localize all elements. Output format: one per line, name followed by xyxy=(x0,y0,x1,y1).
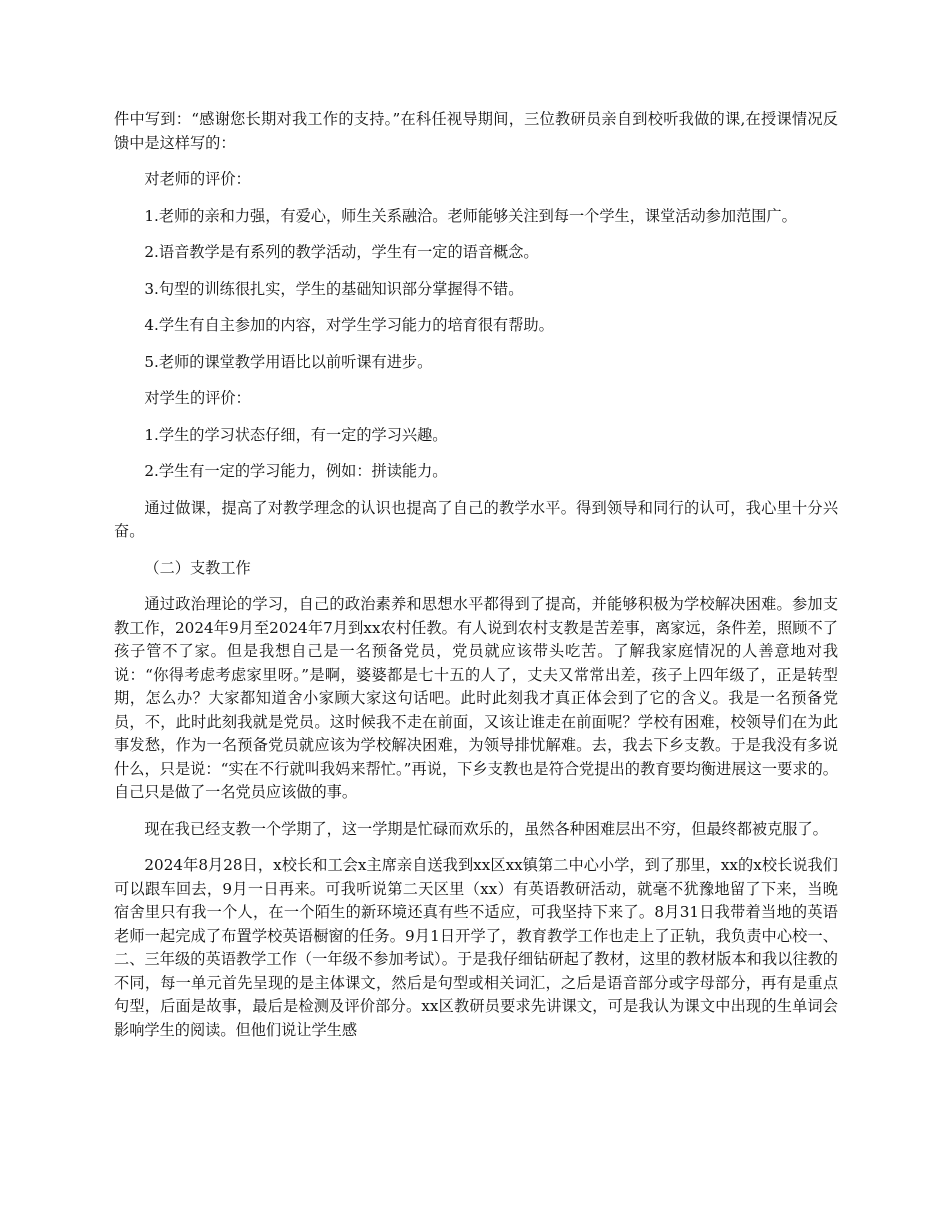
paragraph-summary: 通过做课，提高了对教学理念的认识也提高了自己的教学水平。得到领导和同行的认可，我心里十分兴奋。 xyxy=(114,498,838,540)
section-heading-support-teaching: （二）支教工作 xyxy=(144,558,251,577)
document-body xyxy=(114,108,838,1055)
paragraph-teacher-evaluation-heading: 对老师的评价： xyxy=(144,170,251,188)
paragraph-student-evaluation-heading: 对学生的评价： xyxy=(144,389,251,407)
paragraph-continuation: 件中写到：“感谢您长期对我工作的支持。”在科任视导期间，三位教研员亲自到校听我做的课,在授课情况反馈中是这样写的： xyxy=(114,110,838,152)
paragraph-teacher-eval-4: 4.学生有自主参加的内容，对学生学习能力的培育很有帮助。 xyxy=(144,316,554,334)
paragraph-semester: 现在我已经支教一个学期了，这一学期是忙碌而欢乐的，虽然各种困难层出不穷，但最终都被克服了。 xyxy=(144,819,828,838)
paragraph-arrival: 2024年8月28日，x校长和工会x主席亲自送我到xx区xx镇第二中心小学，到了那里，xx的x校长说我们可以跟车回去，9月一日再来。可我听说第二天区里（xx）有英语教研活动，就毫不犹豫地留了下来，当晚宿舍里只有我一个人，在一个陌生的新环境还真有些不适应，可我坚持下来了。8月31日我带着当地的英语老师一起完成了布置学校英语橱窗的任务。9月1日开学了，教育教学工作也走上了正轨，我负责中心校一、二、三年级的英语教学工作（一年级不参加考试）。于是我仔细钻研起了教材，这里的教材版本和我以往教的不同，每一单元首先呈现的是主体课文，然后是句型或相关词汇，之后是语音部分或字母部分，再有是重点句型，后面是故事，最后是检测及评价部分。xx区教研员要求先讲课文，可是我认为课文中出现的生单词会影响学生的阅读。但他们说让学生感 xyxy=(114,856,838,1039)
paragraph-teacher-eval-3: 3.句型的训练很扎实，学生的基础知识部分掌握得不错。 xyxy=(144,279,524,298)
paragraph-teacher-eval-1: 1.老师的亲和力强，有爱心，师生关系融洽。老师能够关注到每一个学生，课堂活动参加范围广。 xyxy=(144,206,797,225)
paragraph-student-eval-1: 1.学生的学习状态仔细，有一定的学习兴趣。 xyxy=(144,425,448,444)
paragraph-teacher-eval-5: 5.老师的课堂教学用语比以前听课有进步。 xyxy=(144,352,433,371)
paragraph-teacher-eval-2: 2.语音教学是有系列的教学活动，学生有一定的语音概念。 xyxy=(144,243,539,261)
paragraph-support-teaching-intro: 通过政治理论的学习，自己的政治素养和思想水平都得到了提高，并能够积极为学校解决困难。参加支教工作，2024年9月至2024年7月到xx农村任教。有人说到农村支教是苦差事，离家远，条件差，照顾不了孩子管不了家。但是我想自己是一名预备党员，党员就应该带头吃苦。了解我家庭情况的人善意地对我说：“你得考虑考虑家里呀。”是啊，婆婆都是七十五的人了，丈夫又常常出差，孩子上四年级了，正是转型期，怎么办？大家都知道舍小家顾大家这句话吧。此时此刻我才真正体会到了它的含义。我是一名预备党员，不，此时此刻我就是党员。这时候我不走在前面，又该让谁走在前面呢？学校有困难，校领导们在为此事发愁，作为一名预备党员就应该为学校解决困难，为领导排忧解难。去，我去下乡支教。于是我没有多说什么，只是说：“实在不行就叫我妈来帮忙。”再说，下乡支教也是符合党提出的教育要均衡进展这一要求的。自己只是做了一名党员应该做的事。 xyxy=(114,595,838,801)
paragraph-student-eval-2: 2.学生有一定的学习能力，例如：拼读能力。 xyxy=(144,462,448,480)
